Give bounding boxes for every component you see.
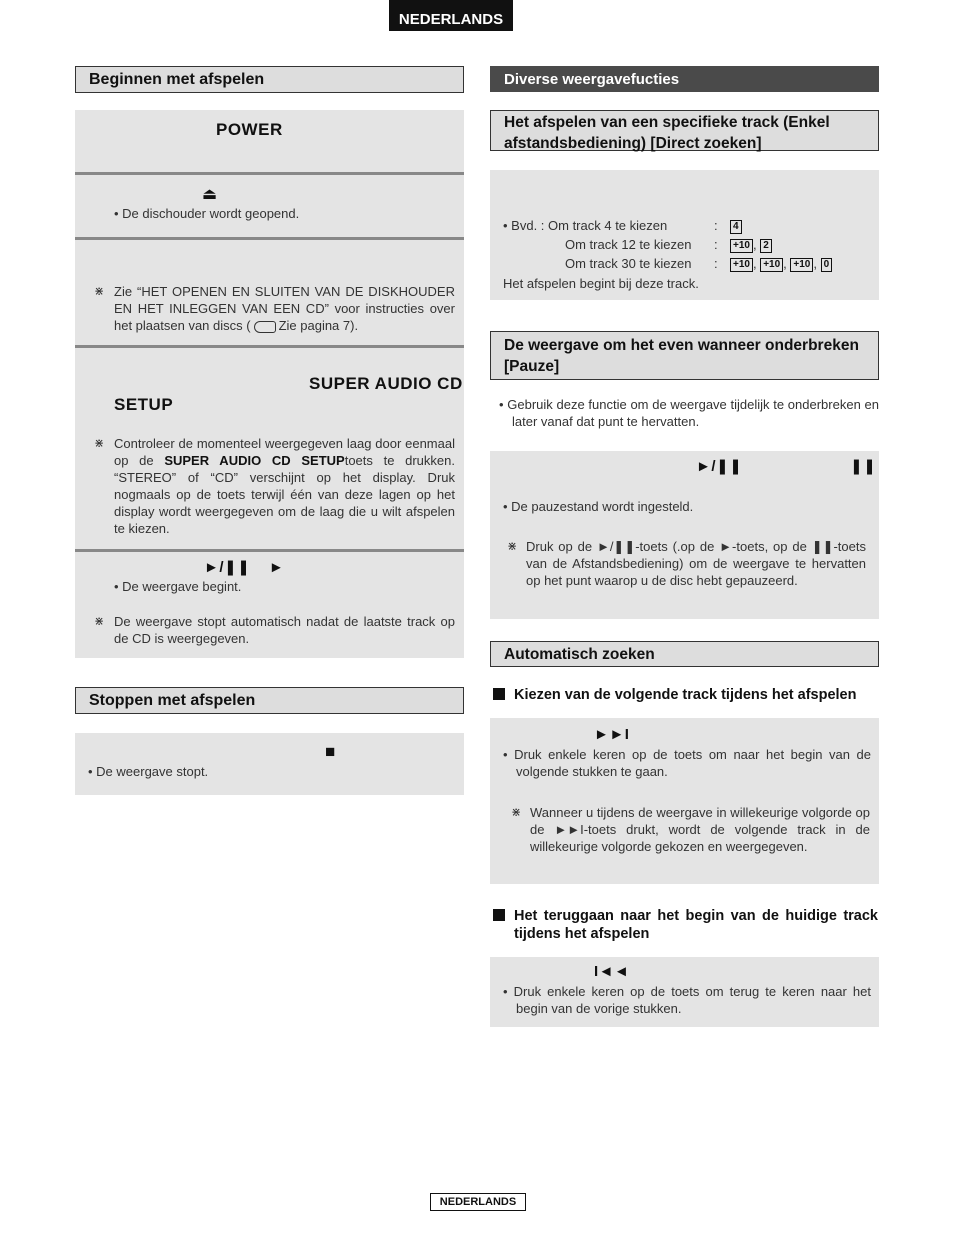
eject-icon: ⏏ [202,186,218,203]
previous-track-heading: Het teruggaan naar het begin van de huidige track tijdens het afspelen [514,908,878,942]
step-stop [75,733,464,795]
sacd-setup-key-line2: SETUP [114,395,174,414]
sacd-setup-key-line1: SUPER AUDIO CD [309,374,463,393]
eject-text: • De dischouder wordt geopend. [114,206,300,221]
plus-ten-key: +10 [760,258,783,272]
note-stop-text: De weergave stopt automatisch nadat de laatste track op de CD is weergegeven. [114,614,455,646]
step-direct-search [490,170,879,300]
example-line-2: Om track 12 te kiezen [565,237,692,252]
colon: : [714,218,718,233]
pause-description: • Gebruik deze functie om de weergave tijdelijk te onderbreken en later vanaf dat punt te hervatten. [499,397,879,429]
play-text: • De weergave begint. [114,579,242,594]
number-key: 4 [730,220,742,234]
square-bullet-icon [493,909,505,921]
plus-ten-key: +10 [790,258,813,272]
previous-track-text: • Druk enkele keren op de toets om terug te keren naar het begin van de vorige stukken. [503,984,871,1016]
step-eject [75,175,464,237]
number-key: 0 [821,258,833,272]
step-pause [490,451,879,619]
next-track-heading: Kiezen van de volgende track tijdens het afspelen [514,687,857,703]
note-disc-body: Zie “HET OPENEN EN SLUITEN VAN DE DISKHOUDER EN HET INLEGGEN VAN EEN CD” voor instructies over het plaatsen van discs ( [114,284,455,333]
step-power [75,110,464,172]
note-layer-text [114,435,455,537]
number-key: 2 [760,239,772,253]
step-previous-track [490,957,879,1027]
next-track-text: • Druk enkele keren op de toets om naar het begin van de volgende stukken te gaan. [503,747,871,779]
note-layer-key: SUPER AUDIO CD SETUP [164,453,345,468]
play-pause-icon: ►/❚❚ [696,458,743,475]
note-layer-part-a: Controleer de momenteel weergegeven laag door eenmaal op de [114,436,455,468]
skip-forward-icon: ►►I [594,726,630,743]
language-tab-bottom: NEDERLANDS [430,1193,526,1211]
note-icon: ⋇ [94,284,105,298]
step-next-track [490,718,879,884]
skip-back-icon: I◄◄ [594,963,630,980]
step-load-disc [75,240,464,345]
pause-header: De weergave om het even wanneer onderbreken [Pauze] [490,331,879,380]
direct-search-header: Het afspelen van een specifieke track (Enkel afstandsbediening) [Direct zoeken] [490,110,879,151]
note-icon: ⋇ [507,539,518,553]
keys-row-3: +10 , +10 , +10 , 0 [730,255,832,272]
colon: : [714,237,718,252]
power-key-label: POWER [216,120,283,139]
example-line-1: • Bvd. : Om track 4 te kiezen [503,218,668,233]
keys-row-1 [730,217,742,234]
step-layer-select [75,348,464,549]
stop-icon: ■ [325,742,336,761]
note-layer-part-b: toets te drukken. “STEREO” of “CD” verschijnt op het display. Druk nogmaals op de toets terwijl één van deze lagen op het display wordt weergegeven om de laag die u wilt afspelen te kiezen. [114,453,455,536]
next-track-note: Wanneer u tijdens de weergave in willekeurige volgorde op de ►►I-toets drukt, wordt de volgende track in de willekeurige volgorde gekozen en weergegeven. [530,805,870,854]
note-icon: ⋇ [511,805,522,819]
pause-icon: ❚❚ [850,458,877,475]
plus-ten-key: +10 [730,239,753,253]
note-disc-ref: Zie pagina 7). [278,318,359,333]
step-play [75,552,464,658]
note-icon: ⋇ [94,436,105,450]
keys-row-2: +10 , 2 [730,236,772,253]
hand-pointer-icon [254,321,276,333]
example-line-3: Om track 30 te kiezen [565,256,692,271]
play-pause-icon: ►/❚❚ ► [204,559,285,576]
pause-set-text: • De pauzestand wordt ingesteld. [503,499,694,514]
direct-result-text: Het afspelen begint bij deze track. [503,276,699,291]
begin-playback-header: Beginnen met afspelen [75,66,464,93]
note-icon: ⋇ [94,614,105,628]
colon: : [714,256,718,271]
plus-ten-key: +10 [730,258,753,272]
stop-playback-header: Stoppen met afspelen [75,687,464,714]
square-bullet-icon [493,688,505,700]
note-disc-text [114,283,455,334]
language-tab-top: NEDERLANDS [389,0,513,31]
pause-note-text: Druk op de ►/❚❚-toets (.op de ►-toets, op de ❚❚-toets van de Afstandsbediening) om de weergave te hervatten op het punt waarop u de disc hebt gepauzeerd. [526,539,866,588]
auto-search-header: Automatisch zoeken [490,641,879,667]
misc-functions-header: Diverse weergavefucties [490,66,879,92]
stop-text: • De weergave stopt. [88,764,209,779]
